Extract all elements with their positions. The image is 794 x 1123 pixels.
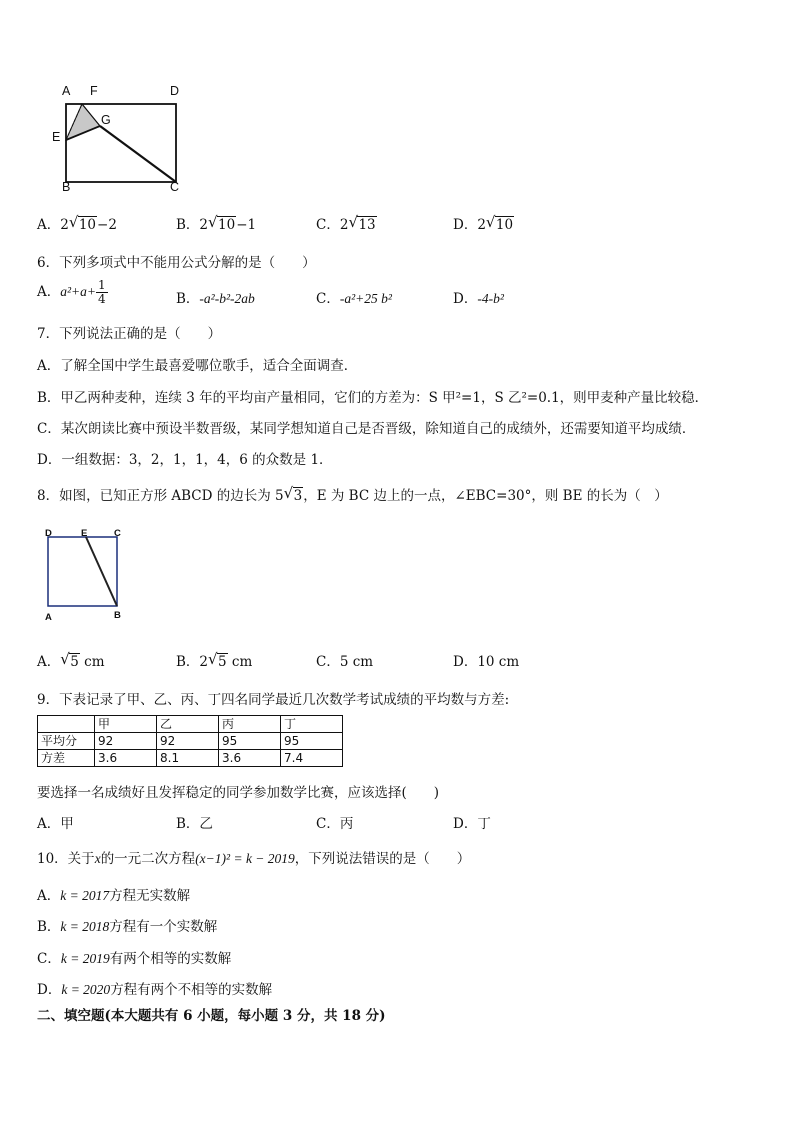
label-sq-c: C xyxy=(114,528,121,539)
q10-option-a[interactable]: A．k = 2017方程无实数解 xyxy=(37,888,191,904)
q10-option-d[interactable]: D．k = 2020方程有两个不相等的实数解 xyxy=(37,982,273,998)
q8-stem: 8．如图，已知正方形 ABCD 的边长为 5 √ 3，E 为 BC 边上的一点，∠EBC=30°，则 BE 的长为（ ） xyxy=(37,484,668,504)
q7-stem: 7．下列说法正确的是（ ） xyxy=(37,326,222,342)
table-row xyxy=(38,750,343,767)
q5-option-b[interactable]: B．2 √ 10−1 xyxy=(176,213,257,233)
q5-option-d[interactable]: D．2 √ 10 xyxy=(453,213,514,233)
q9-question: 要选择一名成绩好且发挥稳定的同学参加数学比赛，应该选择( ) xyxy=(37,785,440,801)
q8-option-a[interactable]: A． √ 5 cm xyxy=(37,650,105,670)
label-a: A xyxy=(62,84,71,98)
table-cell: 丙 xyxy=(219,716,281,733)
table-cell: 3.6 xyxy=(95,750,157,767)
table-row xyxy=(38,733,343,750)
q6-option-d[interactable]: D．-4-b² xyxy=(453,291,504,307)
table-cell: 95 xyxy=(219,733,281,750)
table-cell: 乙 xyxy=(157,716,219,733)
q7-option-b[interactable]: B．甲乙两种麦种，连续 3 年的平均亩产量相同，它们的方差为：S 甲²=1，S 乙²=0.1，则甲麦种产量比较稳． xyxy=(37,390,709,406)
q10-option-c[interactable]: C．k = 2019有两个相等的实数解 xyxy=(37,951,232,967)
label-sq-e: E xyxy=(81,528,88,539)
q6-option-c[interactable]: C．-a²+25 b² xyxy=(316,291,392,307)
table-cell: 92 xyxy=(157,733,219,750)
q8-option-d[interactable]: D．10 cm xyxy=(453,654,520,670)
q7-option-d[interactable]: D．一组数据：3，2，1，1，4，6 的众数是 1． xyxy=(37,452,333,468)
q9-option-c[interactable]: C．丙 xyxy=(316,816,354,832)
label-sq-b: B xyxy=(114,610,121,621)
section-heading: 二、填空题(本大题共有 6 小题，每小题 3 分，共 18 分) xyxy=(37,1008,386,1024)
q9-option-b[interactable]: B．乙 xyxy=(176,816,213,832)
label-f: F xyxy=(90,84,98,98)
table-cell: 92 xyxy=(95,733,157,750)
q10-option-b[interactable]: B．k = 2018方程有一个实数解 xyxy=(37,919,218,935)
label-b: B xyxy=(62,180,71,194)
table-cell: 3.6 xyxy=(219,750,281,767)
table-cell: 95 xyxy=(281,733,343,750)
table-cell: 7.4 xyxy=(281,750,343,767)
label-c: C xyxy=(170,180,180,194)
q6-stem: 6．下列多项式中不能用公式分解的是（ ） xyxy=(37,255,316,271)
rectangle-fold-figure xyxy=(50,82,200,194)
q6-option-b[interactable]: B．-a²-b²-2ab xyxy=(176,291,255,307)
table-cell: 方差 xyxy=(38,750,95,767)
q7-option-c[interactable]: C．某次朗读比赛中预设半数晋级，某同学想知道自己是否晋级，除知道自己的成绩外，还需要知道平均成绩． xyxy=(37,421,696,437)
q6-option-a[interactable]: A．a²+a+ $\frac{1}{4}$ xyxy=(37,278,106,306)
q9-option-d[interactable]: D．丁 xyxy=(453,816,491,832)
q9-stem: 9．下表记录了甲、乙、丙、丁四名同学最近几次数学考试成绩的平均数与方差: xyxy=(37,692,510,708)
q8-option-b[interactable]: B．2 √ 5 cm xyxy=(176,650,253,670)
table-header-row xyxy=(38,716,343,733)
label-d: D xyxy=(170,84,180,98)
scores-table xyxy=(37,715,343,767)
table-cell: 甲 xyxy=(95,716,157,733)
label-g: G xyxy=(101,113,111,127)
table-cell: 丁 xyxy=(281,716,343,733)
label-sq-d: D xyxy=(45,528,52,539)
table-cell xyxy=(38,716,95,733)
q8-option-c[interactable]: C．5 cm xyxy=(316,654,374,670)
q7-option-a[interactable]: A．了解全国中学生最喜爱哪位歌手，适合全面调查． xyxy=(37,358,358,374)
table-cell: 平均分 xyxy=(38,733,95,750)
q5-option-c[interactable]: C．2 √ 13 xyxy=(316,213,376,233)
table-cell: 8.1 xyxy=(157,750,219,767)
q9-option-a[interactable]: A．甲 xyxy=(37,816,74,832)
q5-option-a[interactable]: A．2 √ 10−2 xyxy=(37,213,117,233)
label-e: E xyxy=(52,130,61,144)
label-sq-a: A xyxy=(45,612,52,623)
q10-stem: 10．关于x的一元二次方程(x−1)² = k − 2019，下列说法错误的是（ ） xyxy=(37,851,471,867)
